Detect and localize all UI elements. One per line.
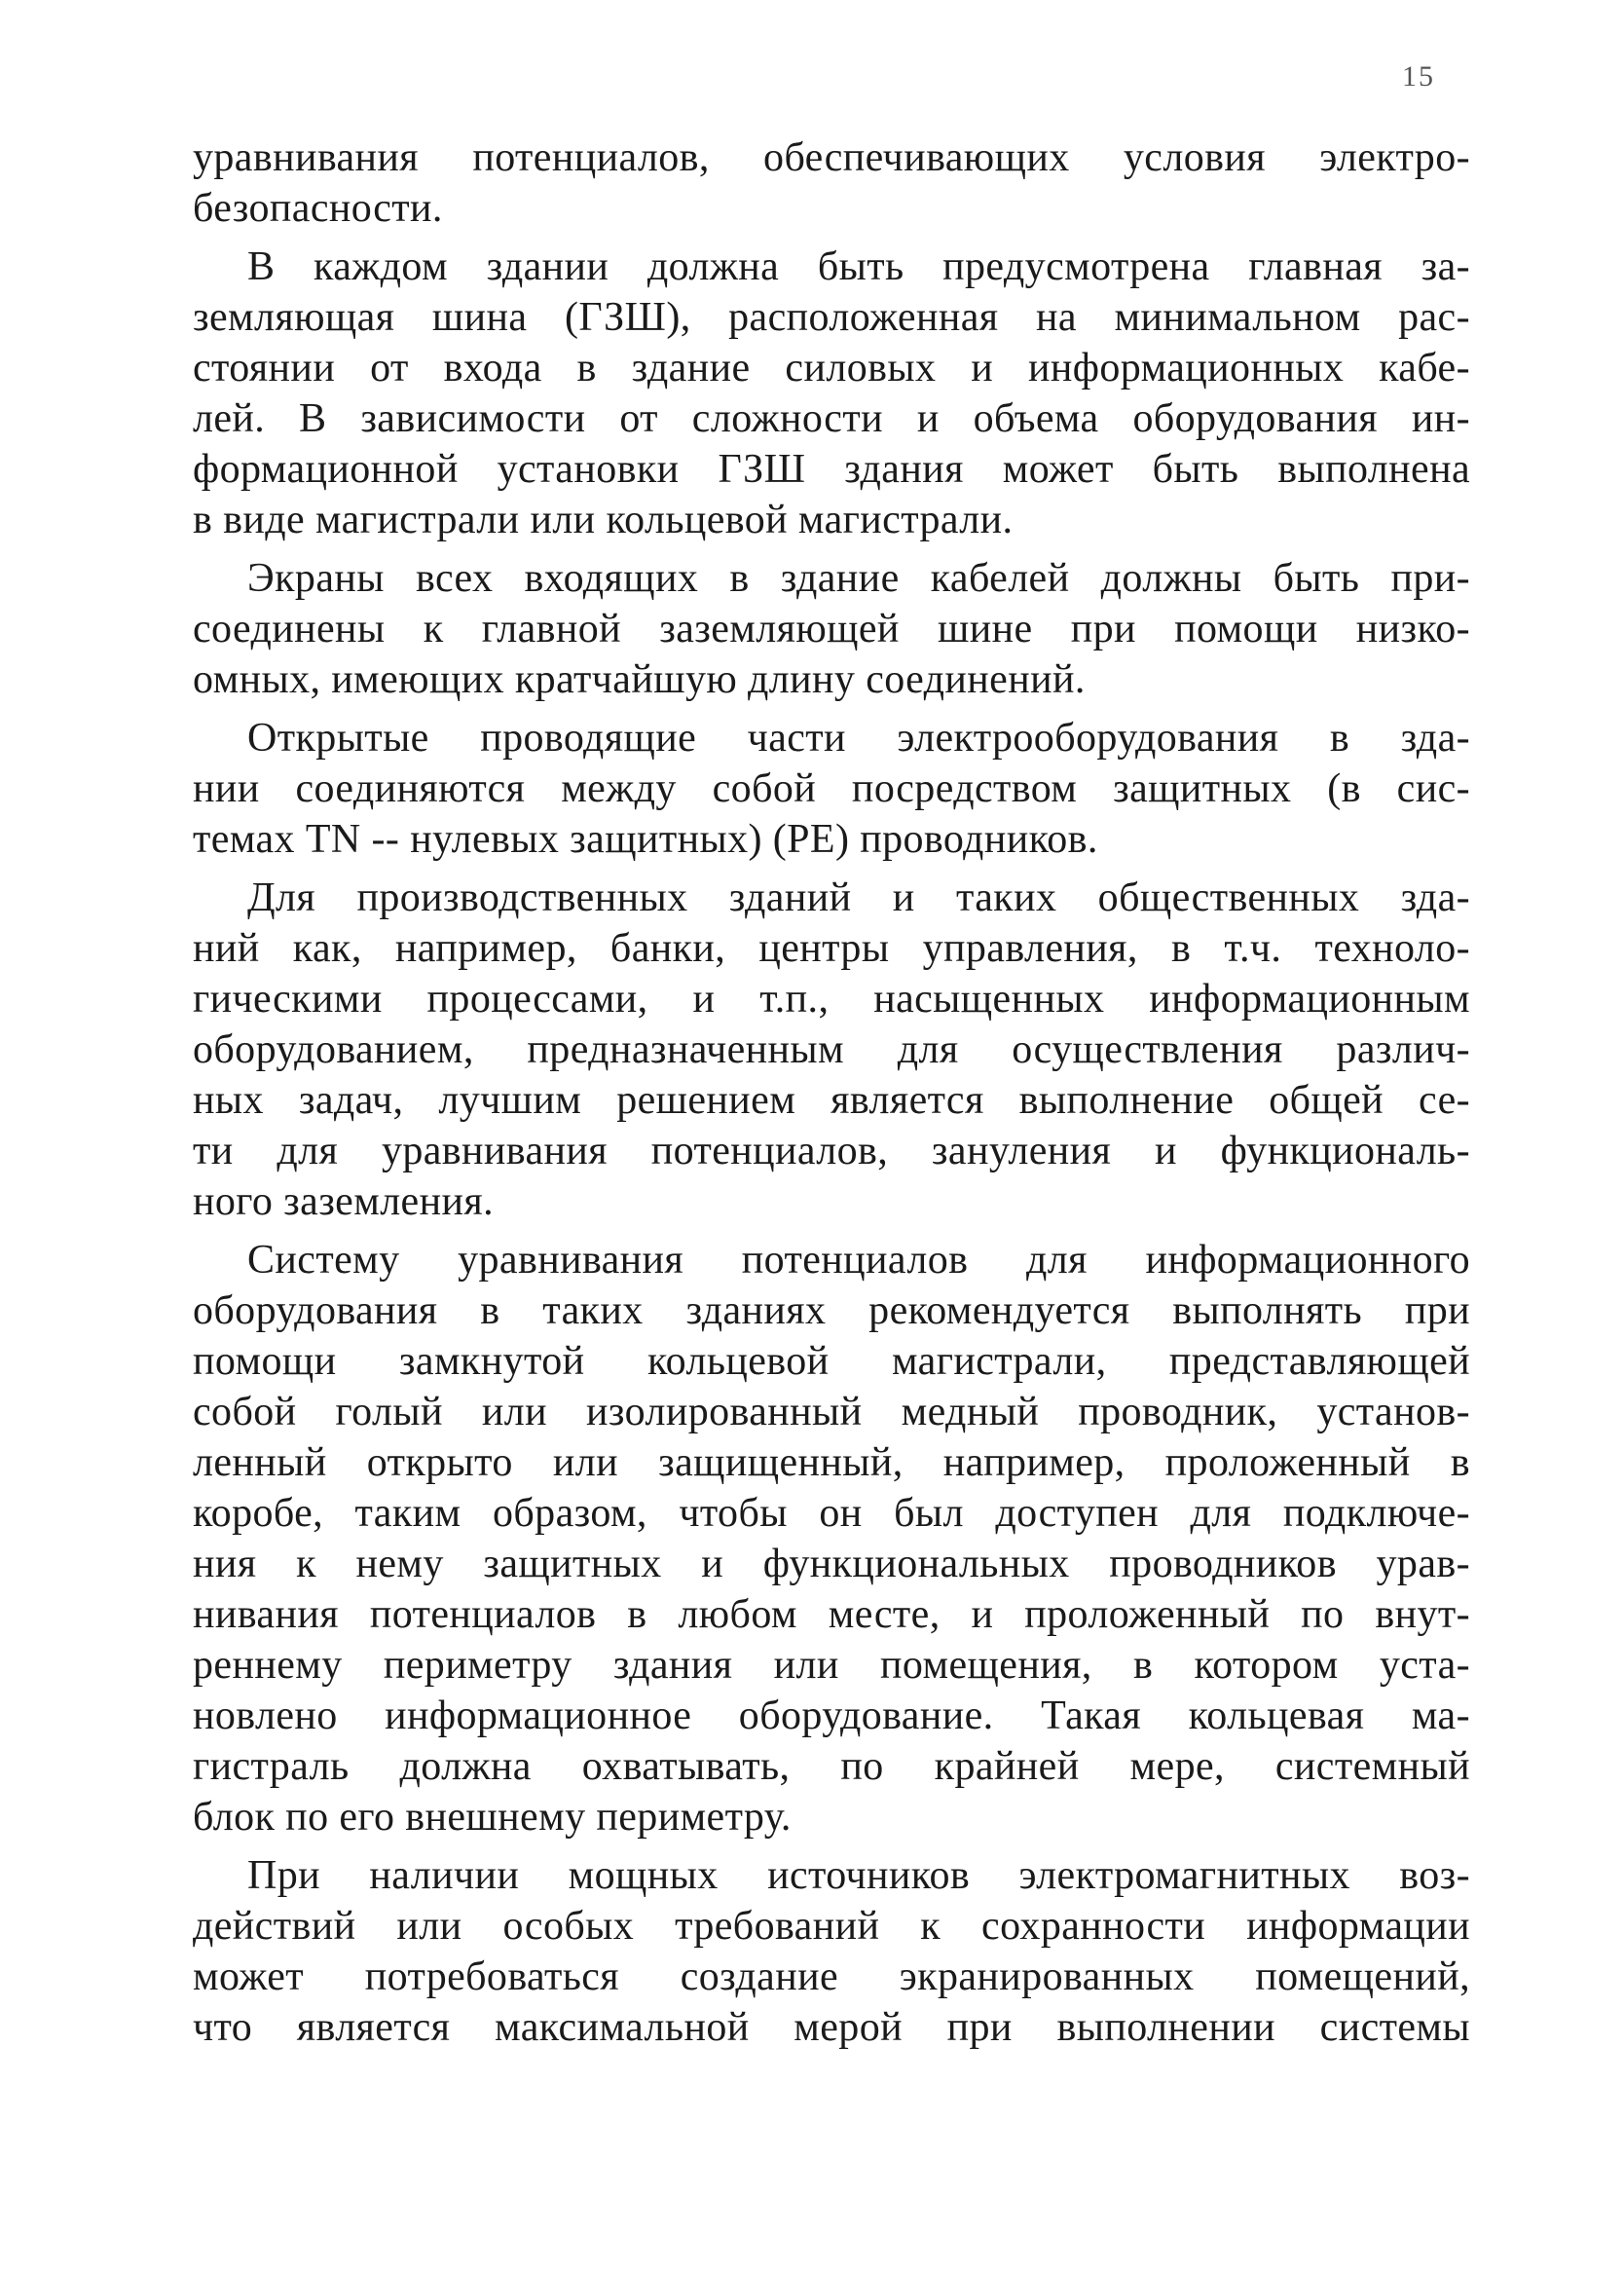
text-line: стоянии от входа в здание силовых и информационных кабе- bbox=[193, 346, 1470, 391]
text-line: безопасности. bbox=[193, 186, 443, 231]
text-line: может потребоваться создание экранированных помещений, bbox=[193, 1954, 1470, 1999]
text-line: оборудованием, предназначенным для осуществления различ- bbox=[193, 1027, 1470, 1072]
paragraph-6 bbox=[193, 1235, 1470, 1842]
text-line: что является максимальной мерой при выполнении системы bbox=[193, 2005, 1470, 2050]
text-line: ния к нему защитных и функциональных проводников урав- bbox=[193, 1542, 1470, 1586]
text-line: лей. В зависимости от сложности и объема оборудования ин- bbox=[193, 396, 1470, 441]
text-line: ленный открыто или защищенный, например, проложенный в bbox=[193, 1440, 1470, 1485]
text-line: При наличии мощных источников электромагнитных воз- bbox=[247, 1853, 1470, 1898]
page-number: 15 bbox=[1402, 60, 1435, 93]
text-line: коробе, таким образом, чтобы он был доступен для подключе- bbox=[193, 1491, 1470, 1536]
text-line: гистраль должна охватывать, по крайней мере, системный bbox=[193, 1744, 1470, 1789]
paragraph-1 bbox=[193, 132, 1470, 234]
text-line: уравнивания потенциалов, обеспечивающих условия электро- bbox=[193, 135, 1470, 180]
text-line: Для производственных зданий и таких общественных зда- bbox=[247, 875, 1470, 920]
paragraph-4 bbox=[193, 713, 1470, 865]
text-line: помощи замкнутой кольцевой магистрали, представляющей bbox=[193, 1339, 1470, 1384]
text-line: нивания потенциалов в любом месте, и проложенный по внут- bbox=[193, 1592, 1470, 1637]
text-line: омных, имеющих кратчайшую длину соединений. bbox=[193, 657, 1086, 702]
text-line: гическими процессами, и т.п., насыщенных информационным bbox=[193, 977, 1470, 1022]
text-line: формационной установки ГЗШ здания может быть выполнена bbox=[193, 447, 1470, 492]
text-line: Систему уравнивания потенциалов для информационного bbox=[247, 1238, 1470, 1283]
text-line: новлено информационное оборудование. Такая кольцевая ма- bbox=[193, 1693, 1470, 1738]
text-line: реннему периметру здания или помещения, в котором уста- bbox=[193, 1643, 1470, 1688]
text-line: оборудования в таких зданиях рекомендуется выполнять при bbox=[193, 1288, 1470, 1333]
text-line: земляющая шина (ГЗШ), расположенная на минимальном рас- bbox=[193, 295, 1470, 340]
text-line: нии соединяются между собой посредством защитных (в сис- bbox=[193, 766, 1470, 811]
text-line: собой голый или изолированный медный проводник, установ- bbox=[193, 1390, 1470, 1434]
text-line: ных задач, лучшим решением является выполнение общей се- bbox=[193, 1078, 1470, 1123]
paragraph-7 bbox=[193, 1850, 1470, 2053]
paragraph-3 bbox=[193, 553, 1470, 705]
text-line: действий или особых требований к сохранности информации bbox=[193, 1904, 1470, 1949]
paragraph-5 bbox=[193, 873, 1470, 1227]
text-line: в виде магистрали или кольцевой магистрали. bbox=[193, 498, 1014, 542]
paragraph-2 bbox=[193, 242, 1470, 545]
text-line: ний как, например, банки, центры управления, в т.ч. техноло- bbox=[193, 926, 1470, 971]
text-line: блок по его внешнему периметру. bbox=[193, 1795, 792, 1840]
text-line: Экраны всех входящих в здание кабелей должны быть при- bbox=[247, 556, 1470, 601]
text-line: темах TN -- нулевых защитных) (РЕ) проводников. bbox=[193, 817, 1098, 862]
text-line: ного заземления. bbox=[193, 1179, 494, 1224]
text-line: ти для уравнивания потенциалов, зануления и функциональ- bbox=[193, 1129, 1470, 1173]
body-text bbox=[193, 132, 1470, 2061]
text-line: соединены к главной заземляющей шине при помощи низко- bbox=[193, 607, 1470, 651]
text-line: Открытые проводящие части электрооборудования в зда- bbox=[247, 716, 1470, 761]
text-line: В каждом здании должна быть предусмотрена главная за- bbox=[247, 244, 1470, 289]
